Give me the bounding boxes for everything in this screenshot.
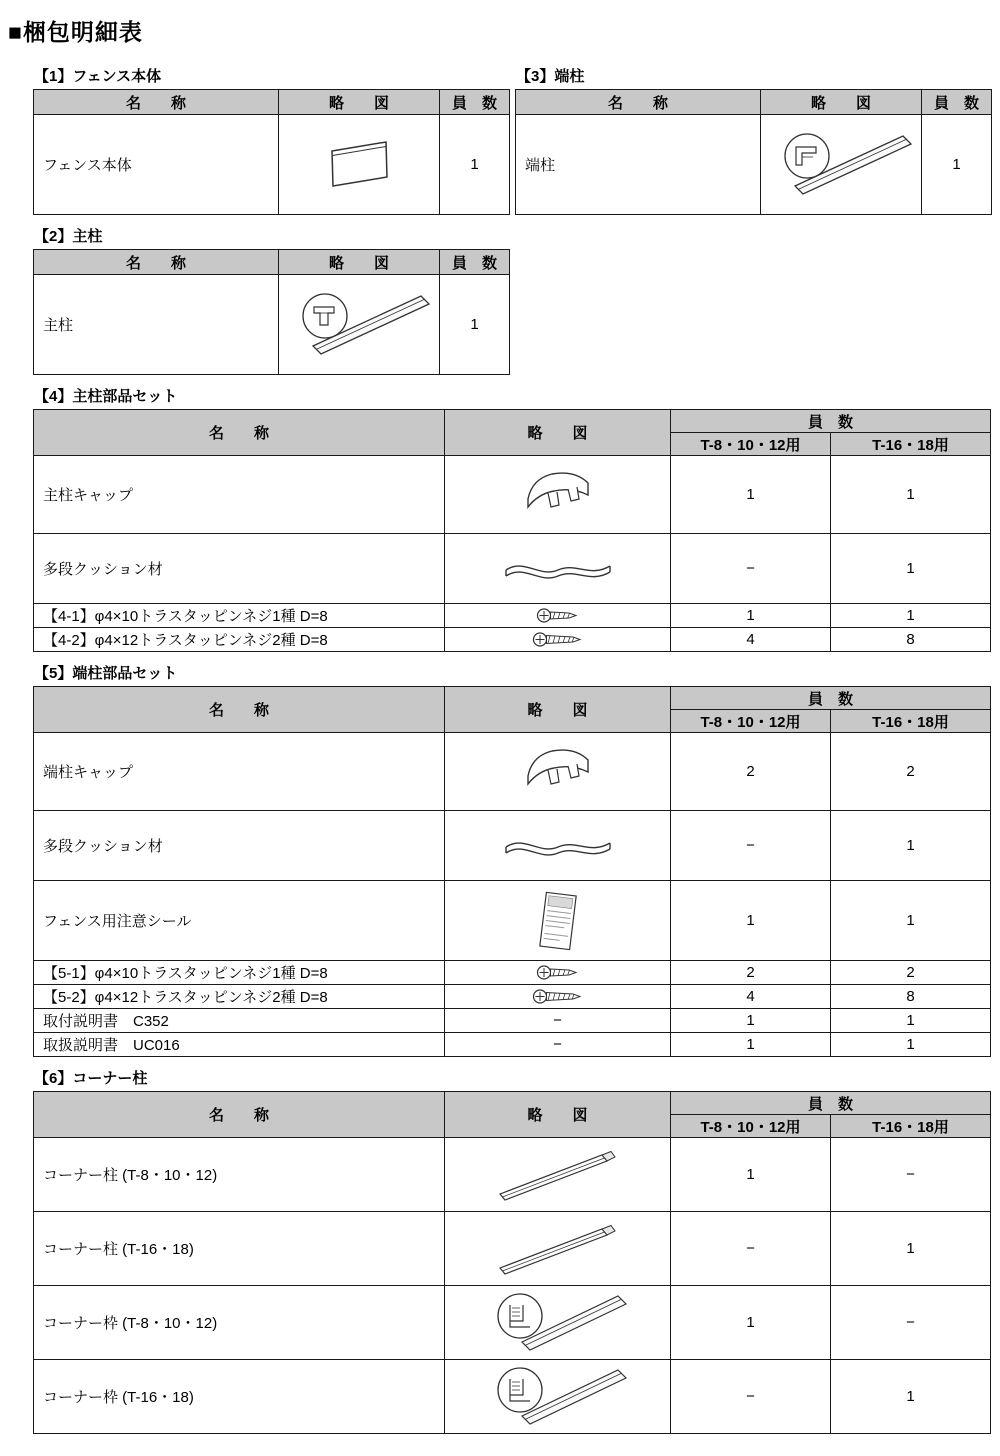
col-header-name: 名 称 (34, 410, 445, 456)
header-row (34, 687, 991, 710)
screw-type1-icon (536, 964, 580, 981)
col-header-diagram: 略 図 (279, 90, 440, 115)
part-name: コーナー柱 (T-16・18) (34, 1212, 445, 1286)
qty-cell: 1 (440, 115, 510, 215)
corner-frame-icon (478, 1362, 638, 1432)
qty-cell: 1 (831, 534, 991, 604)
qty-cell: 2 (831, 961, 991, 985)
part-name: フェンス本体 (34, 115, 279, 215)
qty-cell: − (831, 1286, 991, 1360)
corner-post-table (33, 1091, 991, 1434)
end-post-table (515, 89, 992, 215)
fence-panel-icon (324, 137, 394, 193)
section-end-post (515, 65, 991, 215)
part-name: 取扱説明書 UC016 (34, 1033, 445, 1057)
qty-cell: 2 (671, 961, 831, 985)
section-caption: 【5】端柱部品セット (34, 665, 178, 682)
diagram-cell (445, 1212, 671, 1286)
table-row (34, 628, 991, 652)
table-row (34, 1138, 991, 1212)
table-row (516, 115, 992, 215)
table-row (34, 1286, 991, 1360)
diagram-cell (445, 961, 671, 985)
diagram-cell (279, 275, 440, 375)
main-post-parts-table (33, 409, 991, 652)
header-row (516, 90, 992, 115)
col-header-diagram: 略 図 (761, 90, 922, 115)
qty-cell: 1 (671, 1138, 831, 1212)
table-row (34, 115, 510, 215)
diagram-cell (279, 115, 440, 215)
qty-cell: 1 (831, 604, 991, 628)
post-cap-icon (521, 466, 595, 524)
col-header-qty-group: 員 数 (671, 1092, 991, 1115)
col-header-name: 名 称 (34, 250, 279, 275)
qty-cell: 8 (831, 628, 991, 652)
diagram-dash: − (445, 1033, 671, 1057)
qty-cell: 1 (831, 1360, 991, 1434)
content (8, 65, 979, 1434)
part-name: 多段クッション材 (34, 811, 445, 881)
section-caption: 【1】フェンス本体 (34, 68, 162, 85)
end-post-parts-table (33, 686, 991, 1057)
section-main-post-parts (33, 385, 965, 652)
col-header-name: 名 称 (34, 90, 279, 115)
diagram-cell (445, 733, 671, 811)
col-header-qty: 員 数 (922, 90, 992, 115)
qty-cell: 1 (831, 811, 991, 881)
qty-cell: 1 (671, 604, 831, 628)
diagram-cell (445, 811, 671, 881)
col-header-qty-t16: T-16・18用 (831, 1115, 991, 1138)
top-section (33, 65, 979, 385)
section-caption: 【3】端柱 (516, 68, 585, 85)
col-header-diagram: 略 図 (445, 687, 671, 733)
end-post-icon (765, 126, 917, 204)
part-name: 【5-2】φ4×12トラスタッピンネジ2種 D=8 (34, 985, 445, 1009)
qty-cell: 2 (831, 733, 991, 811)
qty-cell: − (831, 1138, 991, 1212)
table-row (34, 456, 991, 534)
table-row (34, 811, 991, 881)
col-header-qty-t16: T-16・18用 (831, 433, 991, 456)
header-row (34, 1092, 991, 1115)
table-row (34, 961, 991, 985)
table-row (34, 534, 991, 604)
end-post-cap-icon (521, 743, 595, 801)
qty-cell: 1 (831, 456, 991, 534)
section-caption: 【2】主柱 (34, 228, 103, 245)
section-caption: 【4】主柱部品セット (34, 388, 178, 405)
part-name: コーナー枠 (T-8・10・12) (34, 1286, 445, 1360)
table-row (34, 1212, 991, 1286)
qty-cell: 1 (671, 456, 831, 534)
part-name: 多段クッション材 (34, 534, 445, 604)
fence-body-table (33, 89, 510, 215)
table-row (34, 1033, 991, 1057)
col-header-name: 名 称 (516, 90, 761, 115)
table-row (34, 881, 991, 961)
col-header-qty-t8: T-8・10・12用 (671, 433, 831, 456)
part-name: コーナー枠 (T-16・18) (34, 1360, 445, 1434)
qty-cell: 8 (831, 985, 991, 1009)
section-fence-body (33, 65, 509, 215)
part-name: 端柱キャップ (34, 733, 445, 811)
corner-post-icon (492, 1220, 624, 1278)
qty-cell: 1 (671, 1009, 831, 1033)
screw-type2-icon (532, 988, 584, 1005)
diagram-cell (761, 115, 922, 215)
header-row (34, 250, 510, 275)
header-row (34, 410, 991, 433)
main-post-icon (283, 286, 435, 364)
col-header-name: 名 称 (34, 687, 445, 733)
part-name: 取付説明書 C352 (34, 1009, 445, 1033)
corner-post-icon (492, 1146, 624, 1204)
col-header-name: 名 称 (34, 1092, 445, 1138)
table-row (34, 985, 991, 1009)
qty-cell: 1 (831, 1033, 991, 1057)
screw-type1-icon (536, 607, 580, 624)
part-name: 【4-1】φ4×10トラスタッピンネジ1種 D=8 (34, 604, 445, 628)
diagram-cell (445, 628, 671, 652)
diagram-cell (445, 1360, 671, 1434)
qty-cell: 4 (671, 628, 831, 652)
table-row (34, 733, 991, 811)
diagram-cell (445, 1286, 671, 1360)
col-header-diagram: 略 図 (445, 410, 671, 456)
cushion-icon (502, 833, 614, 859)
diagram-cell (445, 534, 671, 604)
qty-cell: − (671, 811, 831, 881)
col-header-diagram: 略 図 (279, 250, 440, 275)
part-name: 【5-1】φ4×10トラスタッピンネジ1種 D=8 (34, 961, 445, 985)
qty-cell: 1 (831, 1009, 991, 1033)
qty-cell: 1 (671, 1286, 831, 1360)
qty-cell: − (671, 534, 831, 604)
col-header-qty-group: 員 数 (671, 410, 991, 433)
col-header-diagram: 略 図 (445, 1092, 671, 1138)
diagram-cell (445, 985, 671, 1009)
section-main-post (33, 225, 509, 375)
cushion-icon (502, 556, 614, 582)
caution-sticker-icon (529, 888, 587, 954)
part-name: コーナー柱 (T-8・10・12) (34, 1138, 445, 1212)
main-post-table (33, 249, 510, 375)
diagram-dash: − (445, 1009, 671, 1033)
section-corner-post (33, 1067, 965, 1434)
col-header-qty-t8: T-8・10・12用 (671, 710, 831, 733)
diagram-cell (445, 881, 671, 961)
table-row (34, 1360, 991, 1434)
qty-cell: 1 (831, 881, 991, 961)
part-name: フェンス用注意シール (34, 881, 445, 961)
table-row (34, 604, 991, 628)
section-end-post-parts (33, 662, 965, 1057)
section-caption: 【6】コーナー柱 (34, 1070, 148, 1087)
col-header-qty-group: 員 数 (671, 687, 991, 710)
qty-cell: 2 (671, 733, 831, 811)
qty-cell: 4 (671, 985, 831, 1009)
qty-cell: − (671, 1360, 831, 1434)
right-column (515, 65, 991, 225)
page-title: ■梱包明細表 (8, 19, 143, 45)
qty-cell: 1 (671, 881, 831, 961)
col-header-qty: 員 数 (440, 90, 510, 115)
diagram-cell (445, 604, 671, 628)
screw-type2-icon (532, 631, 584, 648)
corner-frame-icon (478, 1288, 638, 1358)
diagram-cell (445, 456, 671, 534)
part-name: 【4-2】φ4×12トラスタッピンネジ2種 D=8 (34, 628, 445, 652)
part-name: 主柱 (34, 275, 279, 375)
qty-cell: − (671, 1212, 831, 1286)
left-column (33, 65, 509, 385)
qty-cell: 1 (671, 1033, 831, 1057)
table-row (34, 1009, 991, 1033)
col-header-qty-t8: T-8・10・12用 (671, 1115, 831, 1138)
header-row (34, 90, 510, 115)
diagram-cell (445, 1138, 671, 1212)
part-name: 端柱 (516, 115, 761, 215)
col-header-qty: 員 数 (440, 250, 510, 275)
qty-cell: 1 (831, 1212, 991, 1286)
part-name: 主柱キャップ (34, 456, 445, 534)
table-row (34, 275, 510, 375)
qty-cell: 1 (440, 275, 510, 375)
qty-cell: 1 (922, 115, 992, 215)
col-header-qty-t16: T-16・18用 (831, 710, 991, 733)
